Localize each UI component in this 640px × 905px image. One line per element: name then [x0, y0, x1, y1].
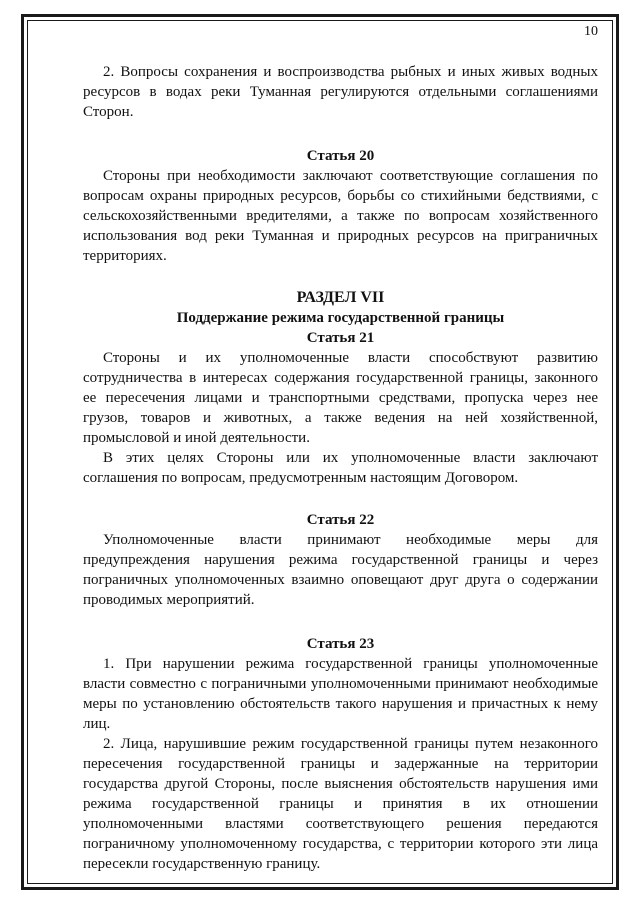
article23-paragraph-2: 2. Лица, нарушившие режим государственной границы путем незаконного пересечения государственной границы и задержанные на территории государства другой Стороны, после выяснения обстоятельств нарушения ими режима государственной границы и принятия в их отношении уполномоченными властями соответствующего решения передаются пограничному уполномоченному государства, с территории которого эти лица пересекли государственную границу.	[83, 736, 598, 872]
article21-paragraph-2: В этих целях Стороны или их уполномоченные власти заключают соглашения по вопросам, предусмотренным настоящим Договором.	[83, 450, 598, 486]
article20-title: Статья 20	[306, 148, 375, 164]
section7-subtitle: Поддержание режима государственной границы	[176, 310, 505, 326]
article20-paragraph: Стороны при необходимости заключают соответствующие соглашения по вопросам охраны природных ресурсов, борьбы со стихийными бедствиями, с сельскохозяйственными вредителями, а также по вопросам хозяйственного использования вод реки Туманная и природных ресурсов на приграничных территориях.	[83, 168, 598, 264]
page-number: 10	[584, 24, 598, 39]
article21-title: Статья 21	[306, 330, 375, 346]
article22-title: Статья 22	[306, 512, 375, 528]
document-body	[83, 23, 598, 874]
article23-title: Статья 23	[306, 636, 375, 652]
article19-paragraph-2: 2. Вопросы сохранения и воспроизводства рыбных и иных живых водных ресурсов в водах реки Туманная регулируются отдельными соглашениями Сторон.	[83, 64, 598, 120]
article23-paragraph-1: 1. При нарушении режима государственной границы уполномоченные власти совместно с пограничными уполномоченными принимают необходимые меры по установлению обстоятельств такого нарушения и причастных к нему лиц.	[83, 656, 598, 732]
article21-paragraph-1: Стороны и их уполномоченные власти способствуют развитию сотрудничества в интересах содержания государственной границы, законного ее пересечения лицами и транспортными средствами, пропуска через нее грузов, товаров и животных, а также ведения на ней хозяйственной, промысловой и иной деятельности.	[83, 350, 598, 446]
article22-paragraph: Уполномоченные власти принимают необходимые меры для предупреждения нарушения режима государственной границы и через пограничных уполномоченных взаимно оповещают друг друга о содержании проводимых мероприятий.	[83, 532, 598, 608]
section7-title: РАЗДЕЛ VII	[296, 289, 385, 306]
